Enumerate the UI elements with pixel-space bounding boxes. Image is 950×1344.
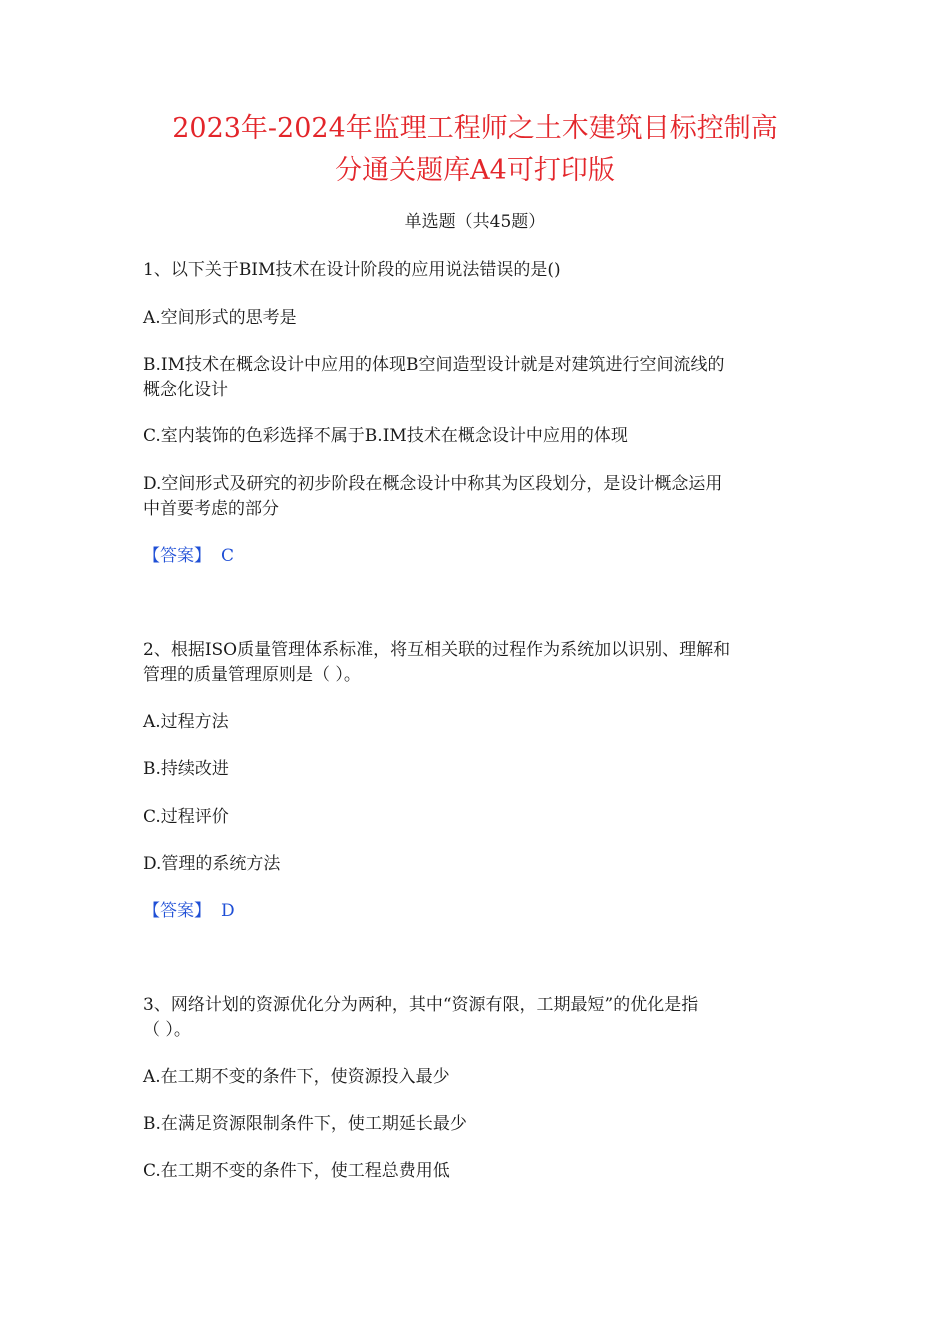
answer-label: 【答案】 [143, 901, 211, 921]
question-2-option-d: D.管理的系统方法 [143, 854, 281, 874]
answer-label: 【答案】 [143, 546, 211, 566]
question-1-option-d: D.空间形式及研究的初步阶段在概念设计中称其为区段划分，是设计概念运用 [143, 474, 723, 494]
title-line-1: 2023年-2024年监理工程师之土木建筑目标控制高 [172, 113, 778, 144]
question-2-option-c: C.过程评价 [143, 807, 229, 827]
section-heading: 单选题（共45题） [404, 212, 546, 232]
question-2-stem-cont: 管理的质量管理原则是（ ）。 [143, 665, 361, 685]
question-1-option-c: C.室内装饰的色彩选择不属于B.IM技术在概念设计中应用的体现 [143, 426, 628, 446]
question-2-stem: 2、根据ISO质量管理体系标准，将互相关联的过程作为系统加以识别、理解和 [143, 640, 731, 660]
question-3-stem: 3、网络计划的资源优化分为两种，其中“资源有限，工期最短”的优化是指 [143, 995, 699, 1015]
question-2-option-b: B.持续改进 [143, 759, 229, 779]
question-2-answer [143, 899, 823, 924]
answer-value: C [221, 546, 235, 566]
question-1-option-d-cont: 中首要考虑的部分 [143, 499, 279, 519]
document-title [100, 108, 850, 192]
question-2-option-a: A.过程方法 [143, 712, 229, 732]
question-1-option-b: B.IM技术在概念设计中应用的体现B空间造型设计就是对建筑进行空间流线的 [143, 355, 725, 375]
question-1-stem: 1、以下关于BIM技术在设计阶段的应用说法错误的是() [143, 260, 561, 280]
question-1-option-a: A.空间形式的思考是 [143, 308, 297, 328]
question-3-option-b: B.在满足资源限制条件下，使工期延长最少 [143, 1114, 467, 1134]
question-3-stem-cont: （ ）。 [143, 1020, 191, 1040]
title-line-2: 分通关题库A4可打印版 [335, 155, 615, 186]
answer-value: D [221, 901, 235, 921]
question-1-option-b-cont: 概念化设计 [143, 380, 228, 400]
question-3-option-c: C.在工期不变的条件下，使工程总费用低 [143, 1161, 450, 1181]
question-1-answer [143, 544, 823, 569]
question-3-option-a: A.在工期不变的条件下，使资源投入最少 [143, 1067, 450, 1087]
